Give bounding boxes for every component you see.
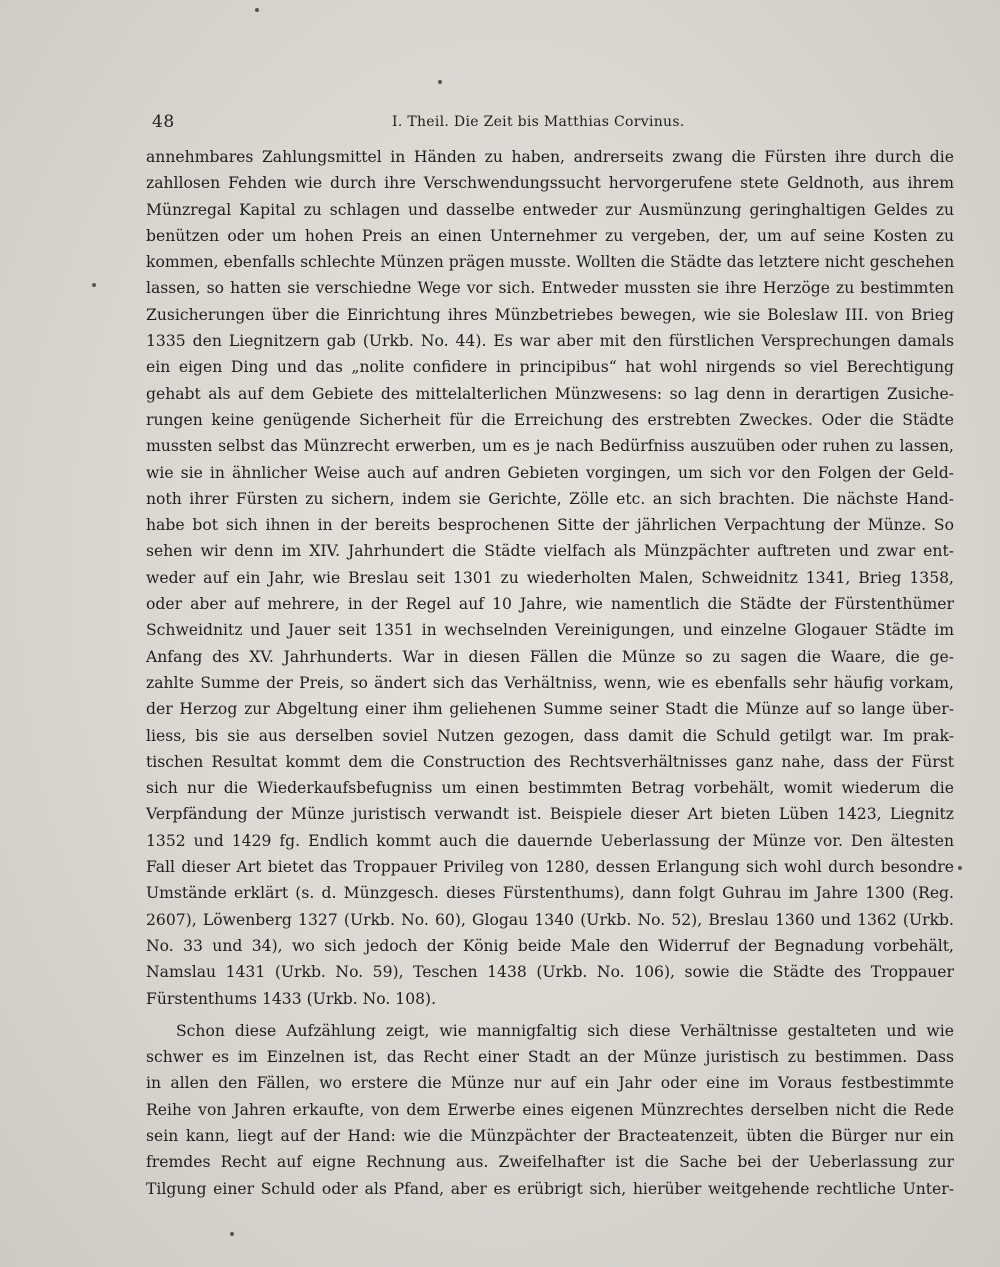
text-line: ein eigen Ding und das „nolite confidere in principibus“ hat wohl nirgends so viel Berechtigung [146,358,954,377]
text-line: rungen keine genügende Sicherheit für die Erreichung des erstrebten Zweckes. Oder die Städte [146,410,954,429]
text-line: Umstände erklärt (s. d. Münzgesch. dieses Fürstenthums), dann folgt Guhrau im Jahre 1300 (Reg. [146,884,954,903]
text-line: Namslau 1431 (Urkb. No. 59), Teschen 1438 (Urkb. No. 106), sowie die Städte des Troppauer [146,963,954,982]
text-line: sein kann, liegt auf der Hand: wie die Münzpächter der Bracteatenzeit, übten die Bürger nur ein [146,1126,954,1145]
text-line: annehmbares Zahlungsmittel in Händen zu haben, andrerseits zwang die Fürsten ihre durch die [146,148,954,166]
text-line: sehen wir denn im XIV. Jahrhundert die Städte vielfach als Münzpächter auftreten und zwar ent- [146,542,954,561]
ink-speck [230,1232,234,1236]
ink-speck [438,80,442,84]
text-line: benützen oder um hohen Preis an einen Unternehmer zu vergeben, der, um auf seine Kosten zu [146,226,954,245]
text-line-paragraph-start: Schon diese Aufzählung zeigt, wie mannigfaltig sich diese Verhältnisse gestalteten und wie [176,1021,954,1040]
text-line: Verpfändung der Münze juristisch verwandt ist. Beispiele dieser Art bieten Lüben 1423, Liegnitz [146,805,954,824]
text-line: Fall dieser Art bietet das Troppauer Privileg von 1280, dessen Erlangung sich wohl durch besondre [146,858,954,877]
text-line: 2607), Löwenberg 1327 (Urkb. No. 60), Glogau 1340 (Urkb. No. 52), Breslau 1360 und 1362 (Urkb. [146,910,954,929]
text-line: in allen den Fällen, wo erstere die Münze nur auf ein Jahr oder eine im Voraus festbestimmte [146,1074,954,1093]
page-number: 48 [152,112,175,132]
text-line: Münzregal Kapital zu schlagen und dasselbe entweder zur Ausmünzung geringhaltigen Geldes zu [146,200,954,219]
text-line: weder auf ein Jahr, wie Breslau seit 1301 zu wiederholten Malen, Schweidnitz 1341, Brieg 1358, [146,568,954,587]
text-line: tischen Resultat kommt dem die Construction des Rechtsverhältnisses ganz nahe, dass der Fürst [146,752,954,771]
text-line-paragraph-end: Fürstenthums 1433 (Urkb. No. 108). [146,989,437,1008]
text-line: fremdes Recht auf eigne Rechnung aus. Zweifelhafter ist die Sache bei der Ueberlassung zur [146,1153,954,1172]
text-line: 1352 und 1429 fg. Endlich kommt auch die dauernde Ueberlassung der Münze vor. Den ältesten [146,831,954,850]
text-line: schwer es im Einzelnen ist, das Recht einer Stadt an der Münze juristisch zu bestimmen. Dass [146,1048,954,1067]
text-line: Tilgung einer Schuld oder als Pfand, aber es erübrigt sich, hierüber weitgehende rechtliche Unter- [146,1179,954,1198]
text-line: zahlte Summe der Preis, so ändert sich das Verhältniss, wenn, wie es ebenfalls sehr häufig vorkam, [146,673,954,692]
text-line: Schweidnitz und Jauer seit 1351 in wechselnden Vereinigungen, und einzelne Glogauer Städte im [146,621,954,640]
text-line: liess, bis sie aus derselben soviel Nutzen gezogen, dass damit die Schuld getilgt war. Im prak- [146,726,954,745]
ink-speck [958,866,962,870]
text-line: wie sie in ähnlicher Weise auch auf andren Gebieten vorgingen, um sich vor den Folgen der Geld- [146,463,954,482]
body-text [146,144,954,1202]
text-line: 1335 den Liegnitzern gab (Urkb. No. 44). Es war aber mit den fürstlichen Versprechungen damals [146,332,954,351]
text-line: oder aber auf mehrere, in der Regel auf 10 Jahre, wie namentlich die Städte der Fürstenthümer [146,595,954,614]
running-head: I. Theil. Die Zeit bis Matthias Corvinus. [392,114,685,130]
text-line: Zusicherungen über die Einrichtung ihres Münzbetriebes bewegen, wie sie Boleslaw III. von Brieg [146,305,954,324]
text-line: Anfang des XV. Jahrhunderts. War in diesen Fällen die Münze so zu sagen die Waare, die ge- [146,647,954,666]
text-line: gehabt als auf dem Gebiete des mittelalterlichen Münzwesens: so lag denn in derartigen Zusiche- [146,384,954,403]
text-line: kommen, ebenfalls schlechte Münzen prägen musste. Wollten die Städte das letztere nicht geschehen [146,253,954,272]
ink-speck [255,8,259,12]
text-line: zahllosen Fehden wie durch ihre Verschwendungssucht hervorgerufene stete Geldnoth, aus ihrem [146,174,954,193]
text-line: mussten selbst das Münzrecht erwerben, um es je nach Bedürfniss auszuüben oder ruhen zu lassen, [146,437,954,456]
text-line: lassen, so hatten sie verschiedne Wege vor sich. Entweder mussten sie ihre Herzöge zu bestimmten [146,279,954,298]
text-line: sich nur die Wiederkaufsbefugniss um einen bestimmten Betrag vorbehält, womit wiederum die [146,779,954,798]
page-header [152,112,952,134]
text-line: habe bot sich ihnen in der bereits besprochenen Sitte der jährlichen Verpachtung der Münze. So [146,516,954,535]
text-line: der Herzog zur Abgeltung einer ihm geliehenen Summe seiner Stadt die Münze auf so lange über- [146,700,954,719]
text-line: noth ihrer Fürsten zu sichern, indem sie Gerichte, Zölle etc. an sich brachten. Die nächste Hand- [146,489,954,508]
text-line: No. 33 und 34), wo sich jedoch der König beide Male den Widerruf der Begnadung vorbehält, [146,936,954,955]
ink-speck [92,283,96,287]
text-line: Reihe von Jahren erkaufte, von dem Erwerbe eines eigenen Münzrechtes derselben nicht die Rede [146,1100,954,1119]
